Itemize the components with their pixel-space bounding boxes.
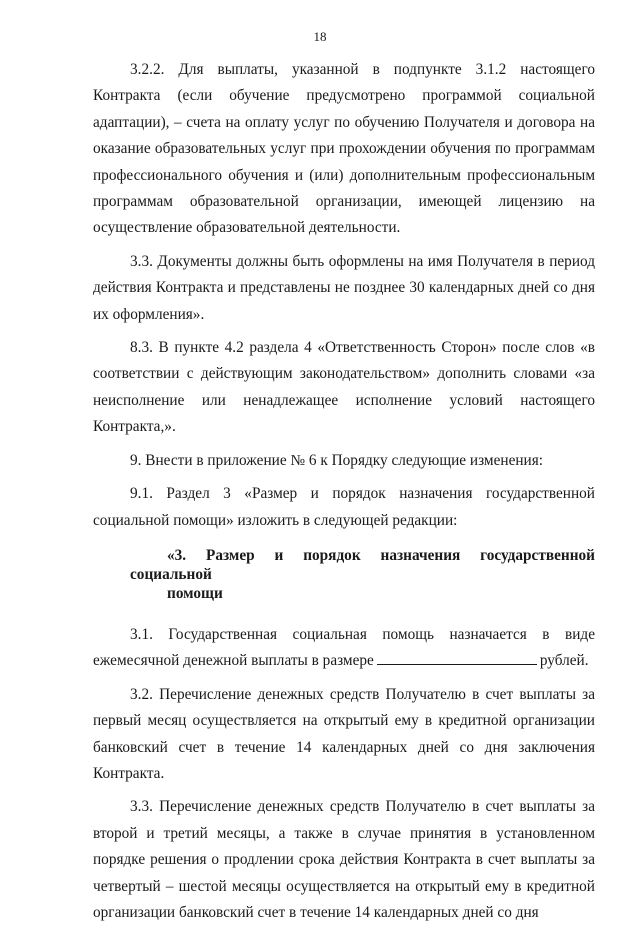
paragraph-3-1-text: 3.1. Государственная социальная помощь назначается в виде ежемесячной денежной выплаты в размере [93,625,595,670]
section-3-heading-line2: помощи [167,584,223,602]
paragraph-3-1-currency: рублей. [539,652,589,670]
paragraph-3-3-transfer: 3.3. Перечисление денежных средств Получателю в счет выплаты за второй и третий месяцы, а также в случае принятия в установленном порядке решения о продлении срока действия Контракта в счет выплаты за четвертый – шестой месяцы осуществляется на открытый ему в кредитной организации банковский счет в течение 14 календарных дней со дня [93,798,595,921]
paragraph-9: 9. Внести в приложение № 6 к Порядку следующие изменения: [130,451,544,469]
paragraph-3-1 [93,622,595,675]
paragraph-9-1: 9.1. Раздел 3 «Размер и порядок назначения государственной социальной помощи» изложить в следующей редакции: [93,485,595,529]
paragraph-3-2-2: 3.2.2. Для выплаты, указанной в подпункте 3.1.2 настоящего Контракта (если обучение предусмотрено программой социальной адаптации), – счета на оплату услуг по обучению Получателя и договора на оказание образовательных услуг при прохождении обучения по программам профессионального обучения и (или) дополнительным профессиональным программам образовательной организации, имеющей лицензию на осуществление образовательной деятельности. [93,61,595,237]
page-number: 18 [313,29,327,44]
section-3-heading [93,546,595,603]
paragraph-3-3-documents: 3.3. Документы должны быть оформлены на имя Получателя в период действия Контракта и представлены не позднее 30 календарных дней со дня их оформления». [93,252,595,323]
amount-blank-line [377,652,537,665]
section-3-heading-line1: «3. Размер и порядок назначения государственной социальной [130,546,595,583]
document-body [93,57,595,926]
paragraph-3-2: 3.2. Перечисление денежных средств Получателю в счет выплаты за первый месяц осуществляется на открытый ему в кредитной организации банковский счет в течение 14 календарных дней со дня заключения Контракта. [93,685,595,782]
paragraph-8-3: 8.3. В пункте 4.2 раздела 4 «Ответственность Сторон» после слов «в соответствии с действующим законодательством» дополнить словами «за неисполнение или ненадлежащее исполнение условий настоящего Контракта,». [93,339,595,436]
